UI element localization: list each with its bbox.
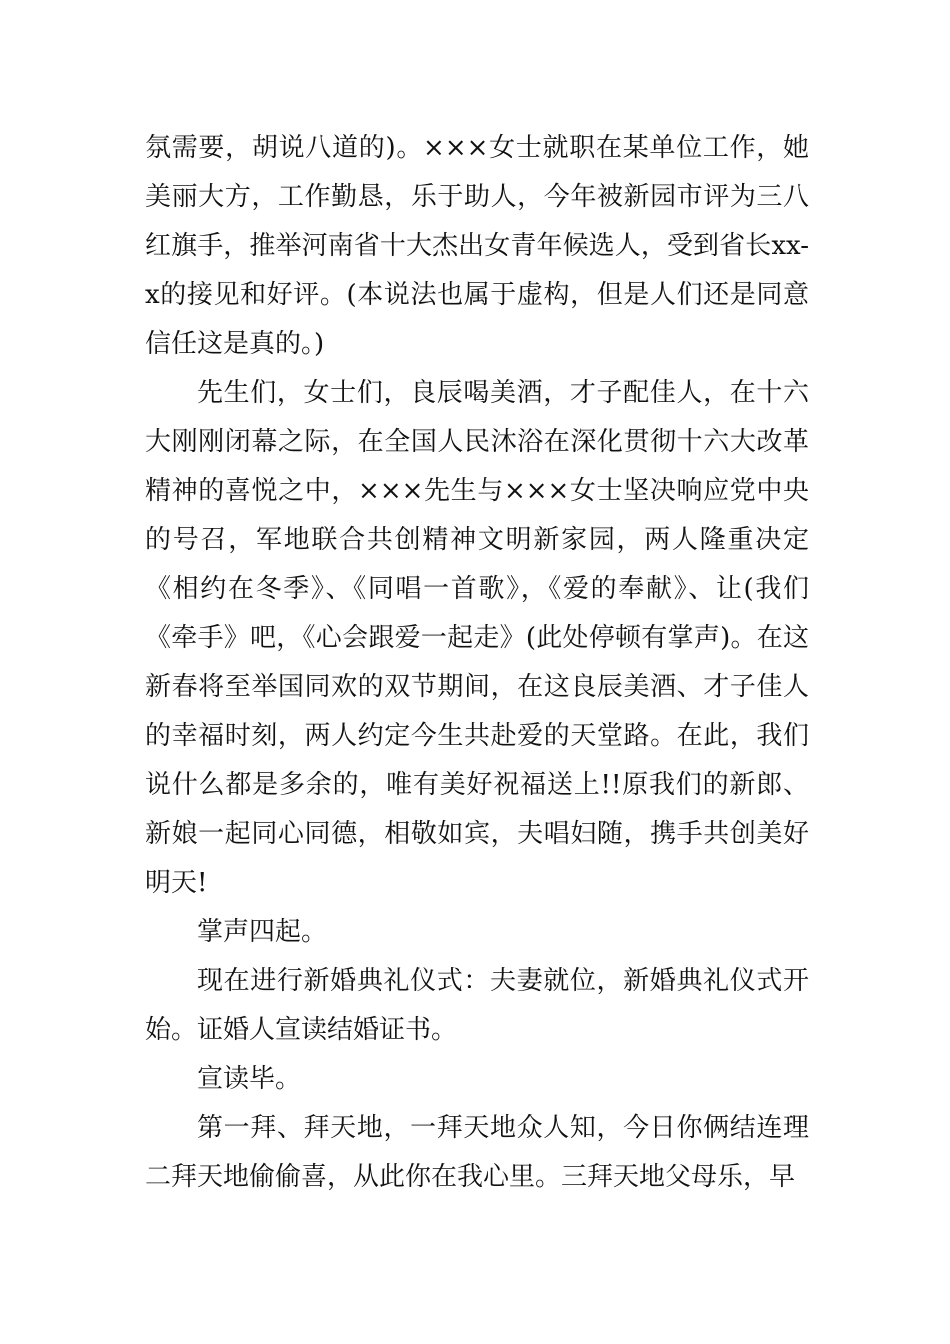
paragraph-4: 现在进行新婚典礼仪式：夫妻就位，新婚典礼仪式开始。证婚人宣读结婚证书。: [145, 966, 809, 1045]
paragraph-1: 氛需要，胡说八道的)。×××女士就职在某单位工作，她美丽大方，工作勤恳，乐于助人，今年被新园市评为三八红旗手，推举河南省十大杰出女青年候选人，受到省长xx-x的接见和好评。(本说法也属于虚构，但是人们还是同意信任这是真的。): [145, 133, 809, 359]
paragraph-2: 先生们，女士们，良辰喝美酒，才子配佳人，在十六大刚刚闭幕之际，在全国人民沐浴在深化贯彻十六大改革精神的喜悦之中，×××先生与×××女士坚决响应党中央的号召，军地联合共创精神文明新家园，两人隆重决定《相约在冬季》、《同唱一首歌》，《爱的奉献》、让(我们《牵手》吧，《心会跟爱一起走》(此处停顿有掌声)。在这新春将至举国同欢的双节期间，在这良辰美酒、才子佳人的幸福时刻，两人约定今生共赴爱的天堂路。在此，我们说什么都是多余的，唯有美好祝福送上!!原我们的新郎、新娘一起同心同德，相敬如宾，夫唱妇随，携手共创美好明天!: [145, 378, 809, 898]
paragraph-5: 宣读毕。: [197, 1064, 302, 1094]
paragraph-6: 第一拜、拜天地，一拜天地众人知，今日你俩结连理二拜天地偷偷喜，从此你在我心里。三拜天地父母乐，早: [145, 1113, 809, 1192]
document-body: [145, 124, 809, 1202]
paragraph-3: 掌声四起。: [197, 917, 328, 947]
